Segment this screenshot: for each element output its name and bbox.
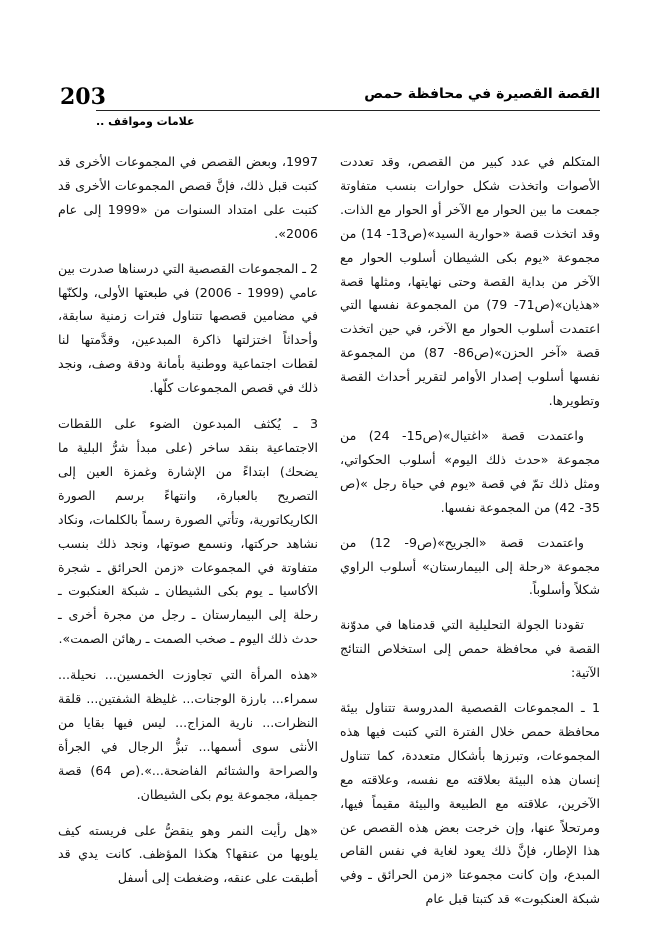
page-header (60, 84, 600, 132)
section-tag: علامات ومواقف .. (96, 115, 195, 128)
paragraph: المتكلم في عدد كبير من القصص، وقد تعددت الأصوات واتخذت شكل حوارات بنسب متفاوتة جمعت ما بين الحوار مع الآخر أو الحوار مع الذات. وقد اتخذت قصة «حوارية السيد»(ص13- 14) من مجموعة «يوم بكى الشيطان أسلوب الحوار مع الآخر من بداية القصة وحتى نهايتها، ومثلها قصة «هذيان»(ص71- 79) من المجموعة نفسها التي اعتمدت أسلوب الحوار مع الآخر، في حين اتخذت قصة «آخر الحزن»(ص86- 87) من المجموعة نفسها أسلوب إصدار الأوامر لتقرير أحداث القصة وتطويرها. (340, 154, 600, 409)
paragraph: 1997، وبعض القصص في المجموعات الأخرى قد كتبت قبل ذلك، فإنَّ قصص المجموعات الأخرى قد كتبت على امتداد السنوات من «1999 إلى عام 2006». (58, 154, 318, 241)
left-column (58, 150, 318, 902)
header-rule (96, 110, 600, 111)
right-column (340, 150, 600, 911)
paragraph: تقودنا الجولة التحليلية التي قدمناها في مدوّنة القصة في محافظة حمص إلى استخلاص النتائج الآتية: (340, 617, 600, 681)
quote: «هذه المرأة التي تجاوزت الخمسين... نحيلة... سمراء... بارزة الوجنات... غليظة الشفتين... قلقة النظرات... نارية المزاج... ليس فيها بقايا من الأنثى سوى أسمها... تبزُّ الرجال في الجرأة والصراحة والشتائم الفاضحة...».(ص 64) قصة جميلة، مجموعة يوم بكى الشيطان. (58, 667, 318, 802)
list-item: 1 ـ المجموعات القصصية المدروسة تتناول بيئة محافظة حمص خلال الفترة التي كتبت فيها هذه المجموعات، وتبرزها بأشكال متعددة، كما تتناول إنسان هذه البيئة بعلاقته مع نفسه، وعلاقته مع الآخرين، علاقته مع الطبيعة والبيئة مقيماً فيها، ومرتحلاً عنها، وإن خرجت بعض هذه القصص عن هذا الإطار، فإنَّ ذلك يعود لغاية في نفس القاص المبدع، وإن كانت مجموعتا «زمن الحرائق ـ وفي شبكة العنكبوت» قد كتبتا قبل عام (340, 700, 600, 907)
list-item: 2 ـ المجموعات القصصية التي درسناها صدرت بين عامي (1999 - 2006) في طبعتها الأولى، ولكنّها في مضامين قصصها تتناول فترات زمنية سابقة، وأحداثاً اختزلتها ذاكرة المبدعين، وقدَّمتها لنا لقطات اجتماعية ووطنية بأمانة ودقة وصف، ونجد ذلك في قصص المجموعات كلّها. (58, 260, 318, 396)
quote: «هل رأيت النمر وهو ينقضُّ على فريسته كيف يلويها من عنقها؟ هكذا المؤظف. كانت يدي قد أطبقت على عنقه، وضغطت إلى أسفل (58, 822, 318, 886)
page-number: 203 (60, 84, 106, 110)
paragraph: واعتمدت قصة «اغتيال»(ص15- 24) من مجموعة «حدث ذلك اليوم» أسلوب الحكواتي، ومثل ذلك تمّ في قصة «يوم في حياة رجل »(ص 35- 42) من المجموعة نفسها. (340, 427, 600, 515)
running-title: القصة القصيرة في محافظة حمص (364, 86, 600, 102)
list-item: 3 ـ يُكثف المبدعون الضوء على اللقطات الاجتماعية بنقد ساخر (على مبدأ شرُّ البلية ما يضحك) ابتداءً من الإشارة وغمزة العين إلى التصريح بالعبارة، وانتهاءً برسم الصورة الكاريكاتورية، وتأتي الصورة رسماً بالكلمات، ونكاد نشاهد حركتها، ونسمع صوتها، ونجد ذلك بنسب متفاوتة في المجموعات «زمن الحرائق ـ شجرة الأكاسيا ـ يوم بكى الشيطان ـ شبكة العنكبوت ـ رحلة إلى البيمارستان ـ رجل من مجرة أخرى ـ حدث ذلك اليوم ـ صخب الصمت ـ رهائن الصمت». (58, 416, 318, 647)
paragraph: واعتمدت قصة «الجريح»(ص9- 12) من مجموعة «رحلة إلى البيمارستان» أسلوب الراوي شكلاً وأسلوباً. (340, 534, 600, 598)
